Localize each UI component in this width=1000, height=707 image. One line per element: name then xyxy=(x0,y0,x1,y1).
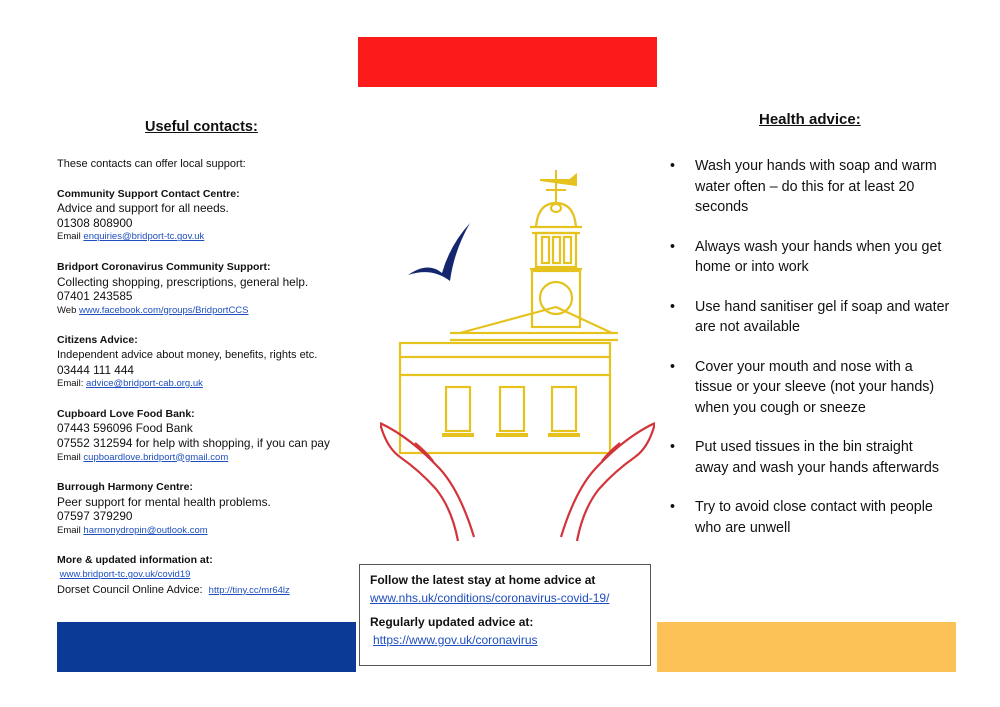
bullet: • xyxy=(670,158,676,174)
list-item xyxy=(670,237,950,278)
contact-heading: Citizens Advice: xyxy=(57,334,138,347)
bullet: • xyxy=(670,238,676,255)
weather-vane-icon xyxy=(540,170,576,205)
contact-link-label: Email xyxy=(57,524,84,536)
bullet: • xyxy=(670,439,676,455)
dorset-colon: : xyxy=(199,583,203,596)
contacts-section xyxy=(57,157,357,613)
contact-phone: 01308 808900 xyxy=(57,215,133,230)
contact-link-label: Email: xyxy=(57,378,87,390)
bird-icon xyxy=(408,223,470,281)
contact-heading: Bridport Coronavirus Community Support: xyxy=(57,260,271,273)
covid19-info-link[interactable]: www.bridport-tc.gov.uk/covid19 xyxy=(59,569,191,581)
contact-email-link[interactable]: advice@bridport-cab.org.uk xyxy=(86,378,203,390)
contact-email-link[interactable]: enquiries@bridport-tc.gov.uk xyxy=(83,231,205,243)
contact-citizens-advice xyxy=(57,333,357,391)
hands-icon xyxy=(380,423,655,541)
health-advice-text: Use hand sanitiser gel if soap and water are not available xyxy=(695,298,950,335)
contact-heading: Cupboard Love Food Bank: xyxy=(57,407,195,420)
more-info-heading: More & updated information at: xyxy=(57,554,213,567)
health-advice-text: Cover your mouth and nose with a tissue or your sleeve (not your hands) when you cough or sneeze xyxy=(695,358,935,416)
contact-link-label: Email xyxy=(57,451,84,463)
contact-phone: 07401 243585 xyxy=(57,289,133,304)
stay-home-advice-label: Follow the latest stay at home advice at xyxy=(370,573,596,587)
contact-description: Collecting shopping, prescriptions, general help. xyxy=(57,274,309,289)
more-information xyxy=(57,553,357,598)
bullet: • xyxy=(670,358,676,375)
nhs-advice-link[interactable]: www.nhs.uk/conditions/coronavirus-covid-19/ xyxy=(370,591,610,605)
list-item xyxy=(670,357,950,419)
contact-email-link[interactable]: cupboardlove.bridport@gmail.com xyxy=(83,451,229,463)
health-advice-text: Put used tissues in the bin straight away and wash your hands afterwards xyxy=(695,439,939,476)
contact-community-support xyxy=(57,187,357,245)
list-item xyxy=(670,437,950,478)
town-hall-icon xyxy=(400,203,618,453)
health-advice-text: Always wash your hands when you get home or into work xyxy=(695,238,942,275)
updated-advice-label: Regularly updated advice at: xyxy=(370,615,534,629)
contact-description: Advice and support for all needs. xyxy=(57,201,229,216)
contact-phone: 07443 596096 Food Bank xyxy=(57,421,193,436)
contact-harmony-centre xyxy=(57,480,357,538)
gov-advice-link[interactable]: https://www.gov.uk/coronavirus xyxy=(373,633,538,647)
contact-phone: 03444 111 444 xyxy=(57,362,134,377)
bullet: • xyxy=(670,499,676,515)
contact-heading: Burrough Harmony Centre: xyxy=(57,481,193,494)
health-advice-text: Wash your hands with soap and warm water often – do this for at least 20 seconds xyxy=(695,158,937,215)
town-hall-in-hands-illustration xyxy=(380,165,655,550)
list-item xyxy=(670,297,950,338)
blue-color-bar xyxy=(57,622,356,672)
dorset-council-link[interactable]: http://tiny.cc/mr64lz xyxy=(208,584,290,596)
dorset-council-label: Dorset Council Online Advice xyxy=(57,583,200,596)
advice-box xyxy=(359,564,651,666)
contact-bridport-coronavirus xyxy=(57,260,357,318)
health-advice-title: Health advice: xyxy=(759,111,861,128)
contact-email-link[interactable]: harmonydropin@outlook.com xyxy=(83,524,208,536)
health-advice-text: Try to avoid close contact with people who are unwell xyxy=(695,499,933,536)
contacts-intro: These contacts can offer local support: xyxy=(57,158,246,170)
contact-heading: Community Support Contact Centre: xyxy=(57,187,240,200)
contact-phone: 07552 312594 for help with shopping, if you can pay xyxy=(57,435,330,450)
contact-description: Independent advice about money, benefits, rights etc. xyxy=(57,348,318,361)
bullet: • xyxy=(670,298,676,315)
contact-web-link[interactable]: www.facebook.com/groups/BridportCCS xyxy=(79,304,249,316)
contact-food-bank xyxy=(57,407,357,465)
health-advice-list xyxy=(670,156,950,557)
contact-link-label: Web xyxy=(57,304,80,316)
contact-phone: 07597 379290 xyxy=(57,509,133,524)
yellow-color-bar xyxy=(657,622,956,672)
useful-contacts-title: Useful contacts: xyxy=(145,119,258,135)
list-item xyxy=(670,497,950,538)
contact-link-label: Email xyxy=(57,231,84,243)
list-item xyxy=(670,156,950,218)
red-color-bar xyxy=(358,37,657,87)
contact-description: Peer support for mental health problems. xyxy=(57,494,271,509)
